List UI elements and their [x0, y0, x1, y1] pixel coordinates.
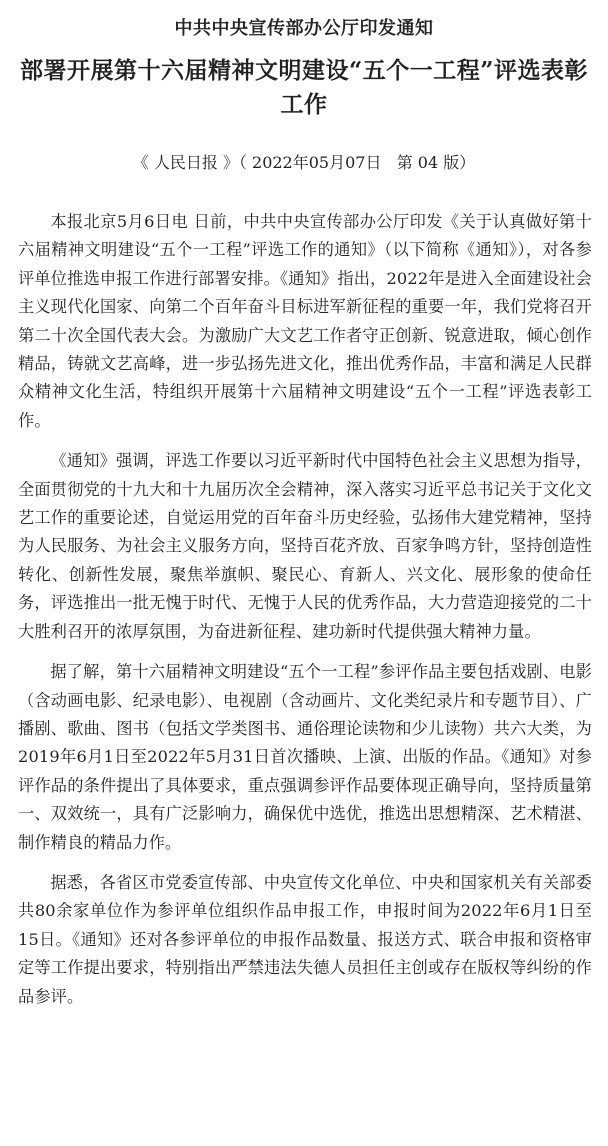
article-paragraph: 据悉，各省区市党委宣传部、中央宣传文化单位、中央和国家机关有关部委共80余家单位作为参评单位组织作品申报工作，申报时间为2022年6月1日至15日。《通知》还对各参评单位的申报作品数量、报送方式、联合申报和资格审定等工作提出要求，特别指出严禁违法失德人员担任主创或存在版权等纠纷的作品参评。	[18, 872, 592, 1006]
article-headline: 部署开展第十六届精神文明建设“五个一工程”评选表彰工作	[20, 57, 588, 118]
article-paragraph: 据了解，第十六届精神文明建设“五个一工程”参评作品主要包括戏剧、电影（含动画电影、纪录电影）、电视剧（含动画片、文化类纪录片和专题节目）、广播剧、歌曲、图书（包括文学类图书、通俗理论读物和少儿读物）共六大类，为2019年6月1日至2022年5月31日首次播映、上演、出版的作品。《通知》对参评作品的条件提出了具体要求，重点强调参评作品要体现正确导向，坚持质量第一、双效统一，具有广泛影响力，确保优中选优，推选出思想精深、艺术精湛、制作精良的精品力作。	[18, 662, 592, 852]
article-body	[18, 208, 592, 1023]
article-source: 《 人民日报 》（ 2022年05月07日 第 04 版）	[132, 153, 476, 172]
article-kicker: 中共中央宣传部办公厅印发通知	[174, 18, 434, 39]
article-paragraph: 本报北京5月6日电 日前，中共中央宣传部办公厅印发《关于认真做好第十六届精神文明建设“五个一工程”评选工作的通知》（以下简称《通知》），对各参评单位推选申报工作进行部署安排。《通知》指出，2022年是进入全面建设社会主义现代化国家、向第二个百年奋斗目标进军新征程的重要一年，我们党将召开第二十次全国代表大会。为激励广大文艺工作者守正创新、锐意进取，倾心创作精品，铸就文艺高峰，进一步弘扬先进文化，推出优秀作品，丰富和满足人民群众精神文化生活，特组织开展第十六届精神文明建设“五个一工程”评选表彰工作。	[18, 212, 592, 430]
article-paragraph: 《通知》强调，评选工作要以习近平新时代中国特色社会主义思想为指导，全面贯彻党的十九大和十九届历次全会精神，深入落实习近平总书记关于文化文艺工作的重要论述，自觉运用党的百年奋斗历史经验，弘扬伟大建党精神，坚持为人民服务、为社会主义服务方向，坚持百花齐放、百家争鸣方针，坚持创造性转化、创新性发展，聚焦举旗帜、聚民心、育新人、兴文化、展形象的使命任务，评选推出一批无愧于时代、无愧于人民的优秀作品，大力营造迎接党的二十大胜利召开的浓厚氛围，为奋进新征程、建功新时代提供强大精神力量。	[18, 451, 592, 641]
